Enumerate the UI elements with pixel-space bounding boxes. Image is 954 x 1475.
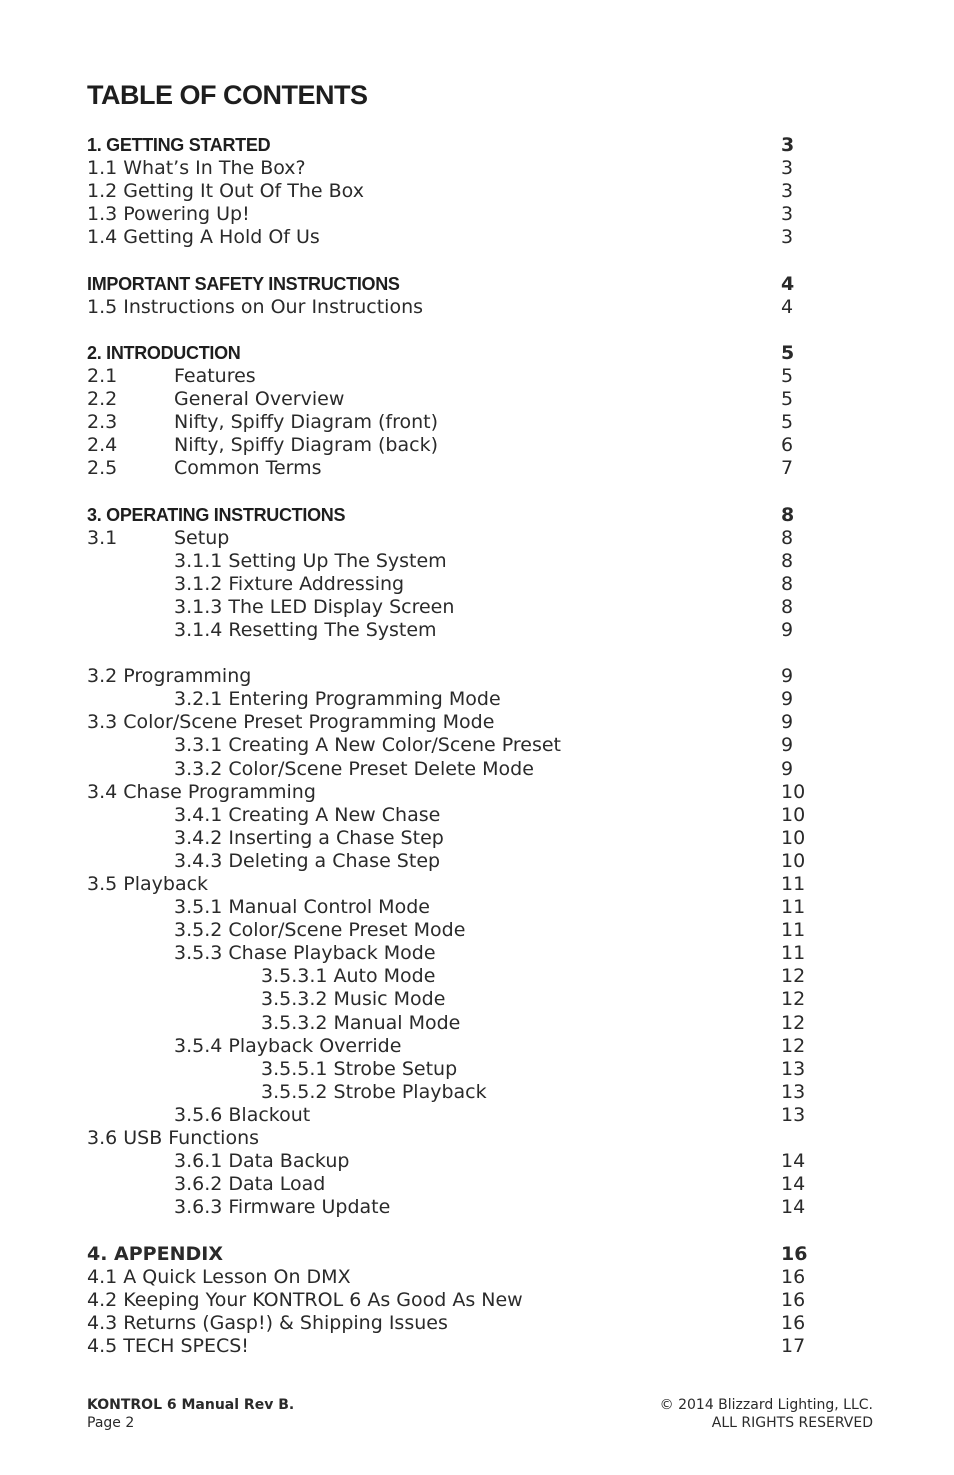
toc-entry — [87, 1035, 827, 1058]
footer-right — [660, 1396, 873, 1432]
toc-entry-page: 14 — [781, 1196, 806, 1219]
toc-entry-page: 9 — [781, 711, 794, 734]
toc-entry-label: 3. OPERATING INSTRUCTIONS — [87, 504, 346, 525]
toc-entry-page: 5 — [781, 364, 794, 387]
toc-entry — [87, 988, 827, 1011]
toc-entry-page: 8 — [781, 572, 794, 595]
toc-entry-page: 14 — [781, 1173, 806, 1196]
toc-entry-label: 1.3 Powering Up! — [87, 203, 250, 226]
toc-entry — [87, 734, 827, 757]
toc-entry — [87, 180, 827, 203]
toc-entry — [87, 1266, 827, 1289]
toc-entry-page: 7 — [781, 457, 794, 480]
toc-entry-label: Nifty, Spiffy Diagram (back) — [174, 434, 438, 457]
toc-entry-label: 4.3 Returns (Gasp!) & Shipping Issues — [87, 1311, 448, 1334]
toc-entry — [87, 203, 827, 226]
toc-entry — [87, 758, 827, 781]
toc-entry-number: 2.3 — [87, 411, 118, 434]
toc-entry — [87, 1196, 827, 1219]
toc-entry-label: 3.4.3 Deleting a Chase Step — [174, 849, 441, 872]
footer-rights: ALL RIGHTS RESERVED — [711, 1415, 873, 1431]
toc-entry-page: 10 — [781, 803, 806, 826]
toc-entry-number: 2.5 — [87, 457, 118, 480]
toc-entry — [87, 711, 827, 734]
toc-entry — [87, 596, 827, 619]
toc-entry-label: 3.4 Chase Programming — [87, 780, 316, 803]
toc-entry — [87, 665, 827, 688]
toc-entry-page: 5 — [781, 388, 794, 411]
toc-section-heading — [87, 1243, 827, 1266]
toc-entry-page: 11 — [781, 896, 806, 919]
toc-entry — [87, 919, 827, 942]
toc-entry — [87, 157, 827, 180]
toc-entry-number: 2.1 — [87, 364, 118, 387]
toc-entry-page: 4 — [781, 295, 794, 318]
toc-entry-page: 13 — [781, 1103, 806, 1126]
toc-entry-label: 4. APPENDIX — [87, 1242, 223, 1265]
toc-spacer — [87, 249, 827, 272]
toc-entry-label: 3.1.3 The LED Display Screen — [174, 595, 455, 618]
toc-entry-page: 9 — [781, 734, 794, 757]
toc-entry-label: 3.2.1 Entering Programming Mode — [174, 688, 501, 711]
toc-entry-label: 3.1.1 Setting Up The System — [174, 549, 447, 572]
toc-entry-page: 12 — [781, 965, 806, 988]
toc-entry-label: 3.6.2 Data Load — [174, 1173, 326, 1196]
toc-entry — [87, 411, 827, 434]
toc-entry-page: 10 — [781, 780, 806, 803]
toc-section-heading — [87, 273, 827, 296]
toc-entry-page: 9 — [781, 688, 794, 711]
toc-entry-label: 3.5.6 Blackout — [174, 1103, 311, 1126]
toc-entry-label: 3.2 Programming — [87, 665, 252, 688]
toc-entry-label: 3.5 Playback — [87, 873, 209, 895]
toc-entry-label: 3.1.2 Fixture Addressing — [174, 572, 405, 595]
toc-entry-label: Setup — [174, 526, 230, 549]
toc-entry — [87, 781, 827, 804]
toc-entry-label: 4.2 Keeping Your KONTROL 6 As Good As New — [87, 1288, 523, 1311]
toc-entry-page: 8 — [781, 526, 794, 549]
toc-entry — [87, 942, 827, 965]
toc-entry-label: 3.3.2 Color/Scene Preset Delete Mode — [174, 757, 534, 780]
toc-entry-label: 3.6.3 Firmware Update — [174, 1196, 391, 1219]
toc-entry-page: 4 — [781, 272, 795, 295]
toc-entry — [87, 688, 827, 711]
toc-entry-label: 4.1 A Quick Lesson On DMX — [87, 1265, 351, 1288]
footer-copyright: © 2014 Blizzard Lighting, LLC. — [659, 1397, 873, 1413]
toc-entry — [87, 434, 827, 457]
toc-entry — [87, 1173, 827, 1196]
toc-entry-label: 3.5.4 Playback Override — [174, 1034, 402, 1057]
toc-entry — [87, 365, 827, 388]
toc-entry-label: Common Terms — [174, 457, 322, 480]
toc-entry-page: 10 — [781, 849, 806, 872]
toc-entry-page: 11 — [781, 873, 806, 895]
toc-entry-label: 3.6 USB Functions — [87, 1127, 260, 1150]
toc-entry — [87, 550, 827, 573]
toc-entry-label: 1.5 Instructions on Our Instructions — [87, 295, 424, 318]
footer-page-number: Page 2 — [87, 1415, 135, 1431]
toc-entry — [87, 1081, 827, 1104]
toc-entry-page: 16 — [781, 1242, 808, 1265]
toc-entry — [87, 1104, 827, 1127]
toc-entry-page: 5 — [781, 411, 794, 434]
toc-entry — [87, 388, 827, 411]
toc-entry-label: IMPORTANT SAFETY INSTRUCTIONS — [87, 273, 400, 294]
toc-section-heading — [87, 134, 827, 157]
toc-entry — [87, 1150, 827, 1173]
toc-entry-label: 3.3.1 Creating A New Color/Scene Preset — [174, 734, 561, 757]
footer-left — [87, 1396, 294, 1432]
toc-entry — [87, 619, 827, 642]
toc-entry-page: 3 — [781, 203, 794, 226]
toc-entry-page: 9 — [781, 618, 794, 641]
toc-entry-label: 3.5.3.2 Manual Mode — [261, 1011, 461, 1034]
toc-spacer — [87, 319, 827, 342]
toc-entry-page: 16 — [781, 1265, 806, 1288]
toc-section-heading — [87, 504, 827, 527]
toc-entry-label: 3.5.3 Chase Playback Mode — [174, 942, 436, 965]
toc-entry-number: 2.4 — [87, 434, 118, 457]
toc-entry-page: 6 — [781, 434, 794, 457]
toc-entry — [87, 1289, 827, 1312]
toc-entry — [87, 1012, 827, 1035]
toc-entry-page: 13 — [781, 1080, 806, 1103]
toc-entry — [87, 850, 827, 873]
toc-entry-page: 9 — [781, 757, 794, 780]
toc-entry — [87, 573, 827, 596]
toc-entry-label: 2. INTRODUCTION — [87, 342, 241, 363]
toc-entry-label: 1.2 Getting It Out Of The Box — [87, 180, 364, 203]
toc-entry-label: 3.5.5.2 Strobe Playback — [261, 1080, 487, 1103]
toc-entry-label: Features — [174, 364, 256, 387]
toc-entry-label: 1. GETTING STARTED — [87, 135, 271, 155]
toc-entry — [87, 804, 827, 827]
toc-entry-label: Nifty, Spiffy Diagram (front) — [174, 411, 439, 434]
toc-entry-page: 12 — [781, 1034, 806, 1057]
toc-entry-number: 2.2 — [87, 388, 118, 411]
toc-entry-page: 12 — [781, 1011, 806, 1034]
toc-entry-page: 12 — [781, 988, 806, 1011]
toc-entry-page: 9 — [781, 665, 794, 688]
toc-entry-number: 3.1 — [87, 526, 118, 549]
toc-spacer — [87, 480, 827, 503]
toc-entry-page: 5 — [781, 341, 795, 364]
toc-entry-page: 8 — [781, 503, 795, 526]
toc-entry — [87, 296, 827, 319]
toc-entry-label: 4.5 TECH SPECS! — [87, 1334, 249, 1357]
toc-entry-page: 11 — [781, 942, 806, 965]
toc-entry-label: 3.6.1 Data Backup — [174, 1150, 350, 1173]
toc-entry — [87, 1058, 827, 1081]
toc-entry-label: 3.5.3.1 Auto Mode — [261, 965, 436, 988]
toc-entry — [87, 965, 827, 988]
toc-entry — [87, 527, 827, 550]
toc-spacer — [87, 1219, 827, 1242]
toc-entry-page: 3 — [781, 134, 795, 156]
toc-entry — [87, 226, 827, 249]
toc-section-heading — [87, 342, 827, 365]
toc-entry-label: 3.5.5.1 Strobe Setup — [261, 1057, 458, 1080]
toc-entry-label: 3.5.1 Manual Control Mode — [174, 896, 430, 919]
toc-entry-page: 17 — [781, 1334, 806, 1357]
toc-entry-label: 3.4.2 Inserting a Chase Step — [174, 826, 444, 849]
toc-entry-page: 11 — [781, 919, 806, 942]
toc-entry-label: 3.1.4 Resetting The System — [174, 618, 437, 641]
toc-entry-page: 3 — [781, 180, 794, 203]
toc-entry-label: 3.4.1 Creating A New Chase — [174, 803, 441, 826]
toc-entry-page: 8 — [781, 549, 794, 572]
toc-entry-label: General Overview — [174, 388, 345, 411]
toc-entry-label: 1.1 What’s In The Box? — [87, 157, 306, 180]
toc-entry-page: 10 — [781, 826, 806, 849]
toc-entry-page: 13 — [781, 1057, 806, 1080]
toc-entry-label: 3.5.2 Color/Scene Preset Mode — [174, 919, 466, 942]
page-title: TABLE OF CONTENTS — [87, 80, 368, 110]
toc-entry — [87, 1312, 827, 1335]
toc-entry-page: 3 — [781, 157, 794, 180]
toc-entry-page: 8 — [781, 595, 794, 618]
toc-entry — [87, 457, 827, 480]
toc-entry-label: 3.5.3.2 Music Mode — [261, 988, 446, 1011]
toc-entry-page: 16 — [781, 1288, 806, 1311]
toc-entry — [87, 1335, 827, 1358]
toc-entry — [87, 827, 827, 850]
toc-entry — [87, 1127, 827, 1150]
toc-entry — [87, 896, 827, 919]
toc-entry-label: 1.4 Getting A Hold Of Us — [87, 226, 320, 249]
toc-spacer — [87, 642, 827, 665]
toc-entry-page: 16 — [781, 1311, 806, 1334]
toc-entry-label: 3.3 Color/Scene Preset Programming Mode — [87, 711, 495, 734]
table-of-contents — [87, 134, 827, 1358]
toc-entry-page: 3 — [781, 226, 794, 249]
toc-entry — [87, 873, 827, 896]
toc-entry-page: 14 — [781, 1150, 806, 1173]
footer-manual-title: KONTROL 6 Manual Rev B. — [87, 1397, 295, 1413]
